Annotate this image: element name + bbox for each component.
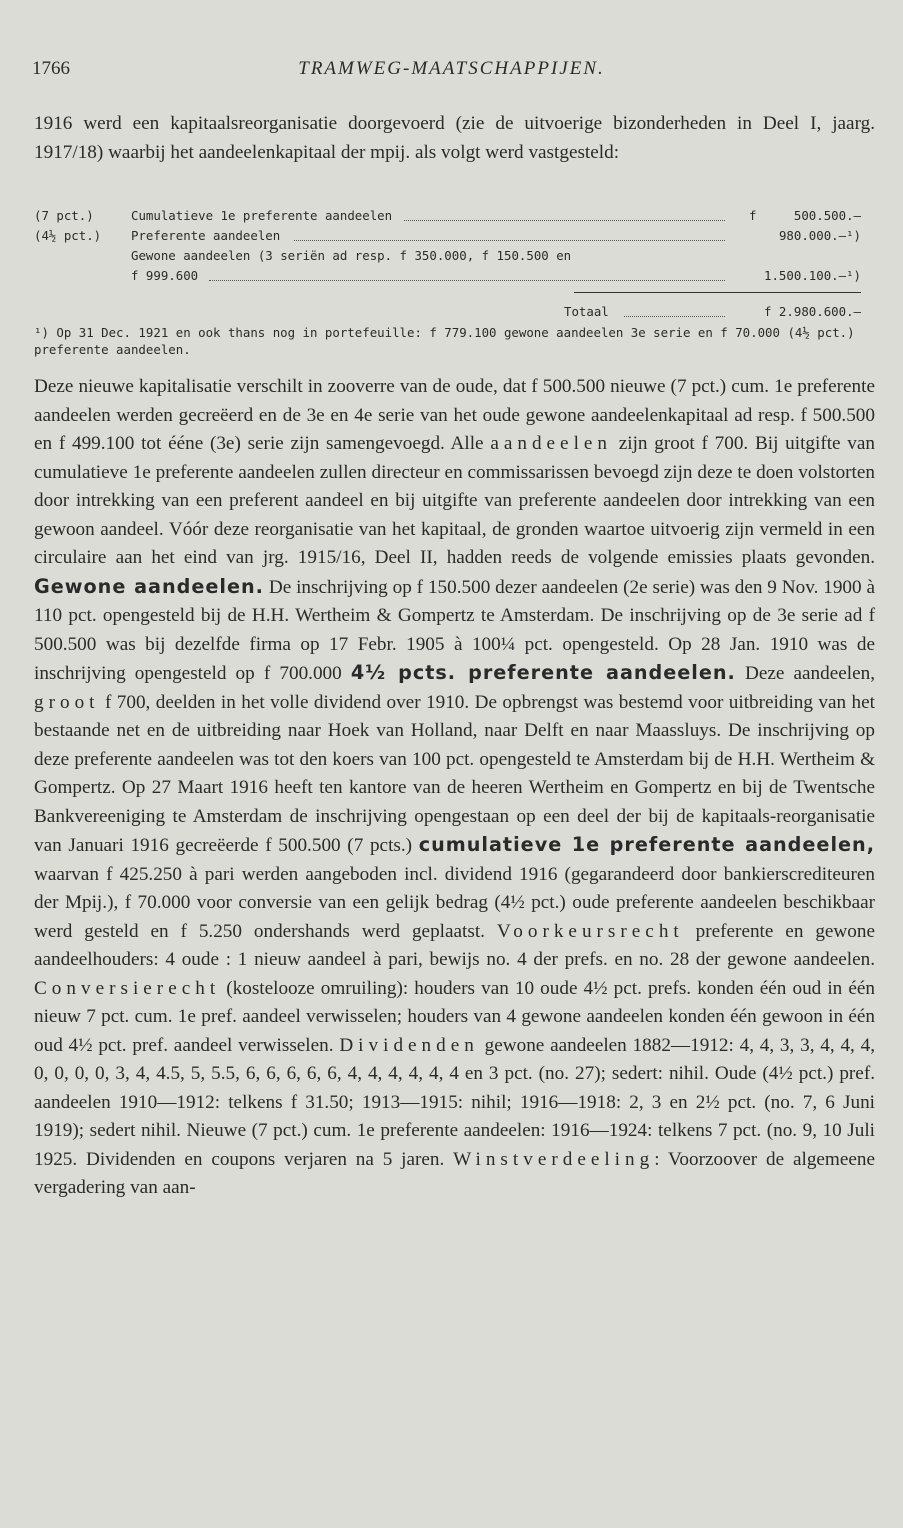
text-run: waarvan f 425.250 à pari werden aangeboden incl. dividend 1916 (gegarandeerd door bankierscrediteuren der Mpij.), f 70.000 voor conversie van een gelijk bedrag (4½ pct.) oude preferente aandeelen beschikbaar werd gesteld en f 5.250 ondershands werd geplaatst. [34,863,875,942]
page-header [32,58,871,88]
leader-dots [624,316,725,317]
table-row-lead: (7 pct.) [34,208,94,223]
emphasized-text: Dividenden [339,1034,479,1056]
table-row [34,248,875,268]
text-run: gewone aandeelen 1882—1912: 4, 4, 3, 3, 4, 4, 4, 0, 0, 0, 0, 3, 4, 4.5, 5, 5.5, 6, 6, 6, 6, 6, 4, 4, 4, 4, 4, 4 en 3 pct. (no. 27); sedert: nihil. Oude (4½ pct.) pref. aandeelen 1910—1912: telkens f 31.50; 1913—1915: nihil; 1916—1918: 2, 3 en 2½ pct. (no. 7, 6 Juni 1919); sedert nihil. Nieuwe (7 pct.) cum. 1e preferente aandeelen: 1916—1924: telkens 7 pct. (no. 9, 10 Juli 1925. Dividenden en coupons verjaren na 5 jaren. [34,1034,875,1170]
text-run: Deze nieuwe kapitalisatie verschilt in zooverre van de oude, dat f 500.500 nieuwe (7 pct.) cum. 1e preferente aandeelen werden gecreëerd en de 3e en 4e serie van het oude gewone aandeelenkapitaal ad resp. f 500.500 en f 499.100 tot ééne (3e) serie zijn samengevoegd. Alle [34,376,875,454]
leader-dots [404,220,725,221]
table-row-currency: f [749,208,757,223]
running-title: TRAMWEG-MAATSCHAPPIJEN. [298,58,605,79]
footnote: ¹) Op 31 Dec. 1921 en ook thans nog in portefeuille: f 779.100 gewone aandeelen 3e serie en f 70.000 (4½ pct.) preferente aandeelen. [34,325,855,357]
total-row [34,304,875,324]
table-row-amount: 980.000.—¹) [778,228,861,243]
intro-paragraph: 1916 werd een kapitaalsreorganisatie doorgevoerd (zie de uitvoerige bizonderheden in Deel I, jaarg. 1917/18) waarbij het aandeelenkapitaal der mpij. als volgt werd vastgesteld: [34,113,875,163]
text-run: preferente en gewone aandeelhouders: 4 oude : 1 nieuw aandeel à pari, bewijs no. 4 der prefs. en no. 28 der gewone aandeelen. [34,920,875,970]
text-run: Deze aandeelen, [735,663,876,684]
table-row [34,228,875,248]
leader-dots [209,280,725,281]
emphasized-text: Conversierecht [34,977,221,999]
leader-dots [294,240,725,241]
table-row [34,268,875,288]
text-run: De inschrijving op f 150.500 dezer aandeelen (2e serie) was den 9 Nov. 1900 à 110 pct. opengesteld bij de H.H. Wertheim & Gompertz te Amsterdam. De inschrijving op de 3e serie ad f 500.500 was bij dezelfde firma op 17 Febr. 1905 à 100¼ pct. opengesteld. Op 28 Jan. 1910 was de inschrijving opengesteld op f 700.000 [34,576,875,684]
emphasized-text: 4½ pcts. preferente aandeelen. [350,661,736,684]
text-run: (kostelooze omruiling): houders van 10 oude 4½ pct. prefs. konden één oud in één nieuw 7 pct. cum. 1e pref. aandeel verwisselen; houders van 4 gewone aandeelen konden één gewoon in één oud 4½ pct. pref. aandeel verwisselen. [34,977,875,1056]
page-number: 1766 [32,58,70,79]
total-label: Totaal [564,304,609,319]
total-rule [574,292,861,293]
table-row-lead: (4½ pct.) [34,228,102,243]
emphasized-text: Voorkeursrecht [496,920,684,942]
emphasized-text: Winstverdeeling [453,1148,655,1170]
capital-table [34,200,875,370]
emphasized-text: cumulatieve 1e preferente aandeelen, [418,833,875,856]
table-row [34,208,875,228]
table-row-amount: 1.500.100.—¹) [764,268,861,283]
emphasized-text: Gewone aandeelen. [34,574,264,598]
table-row-desc: Preferente aandeelen [131,228,281,243]
emphasized-text: aandeelen [490,433,613,454]
main-paragraph [34,373,875,1203]
emphasized-text: groot [34,691,100,713]
text-run: zijn groot f 700. Bij uitgifte van cumulatieve 1e preferente aandeelen zullen directeur en commissarissen bevoegd zijn deze te doen volstorten door intrekking van een preferent aandeel en bij uitgifte van preferente aandeelen door intrekking van een gewoon aandeel. Vóór deze reorganisatie van het kapitaal, de gronden waartoe uitvoerig zijn vermeld in een circulaire aan het eind van jrg. 1915/16, Deel II, hadden reeds de volgende emissies plaats gevonden. [34,433,875,568]
table-row-desc: Cumulatieve 1e preferente aandeelen [131,208,393,223]
table-row-desc: f 999.600 [131,268,199,283]
total-amount: f 2.980.600.— [764,304,861,319]
table-row-desc: Gewone aandeelen (3 seriën ad resp. f 350.000, f 150.500 en [131,248,572,263]
text-run: : Voorzoover de algemeene vergadering van aan- [34,1148,875,1198]
text-run: f 700, deelden in het volle dividend over 1910. De opbrengst was bestemd voor uitbreiding van het bestaande net en de uitbreiding naar Hoek van Holland, naar Delft en naar Maassluys. De inschrijving op deze preferente aandeelen was tot den koers van 100 pct. opengesteld te Amsterdam bij de H.H. Wertheim & Gompertz. Op 27 Maart 1916 heeft ten kantore van de heeren Wertheim en Gompertz en bij de Twentsche Bankvereeniging te Amsterdam de inschrijving opengestaan op een deel der bij de kapitaals-reorganisatie van Januari 1916 gecreëerde f 500.500 (7 pcts.) [34,691,875,856]
table-row-amount: 500.500.— [793,208,861,223]
